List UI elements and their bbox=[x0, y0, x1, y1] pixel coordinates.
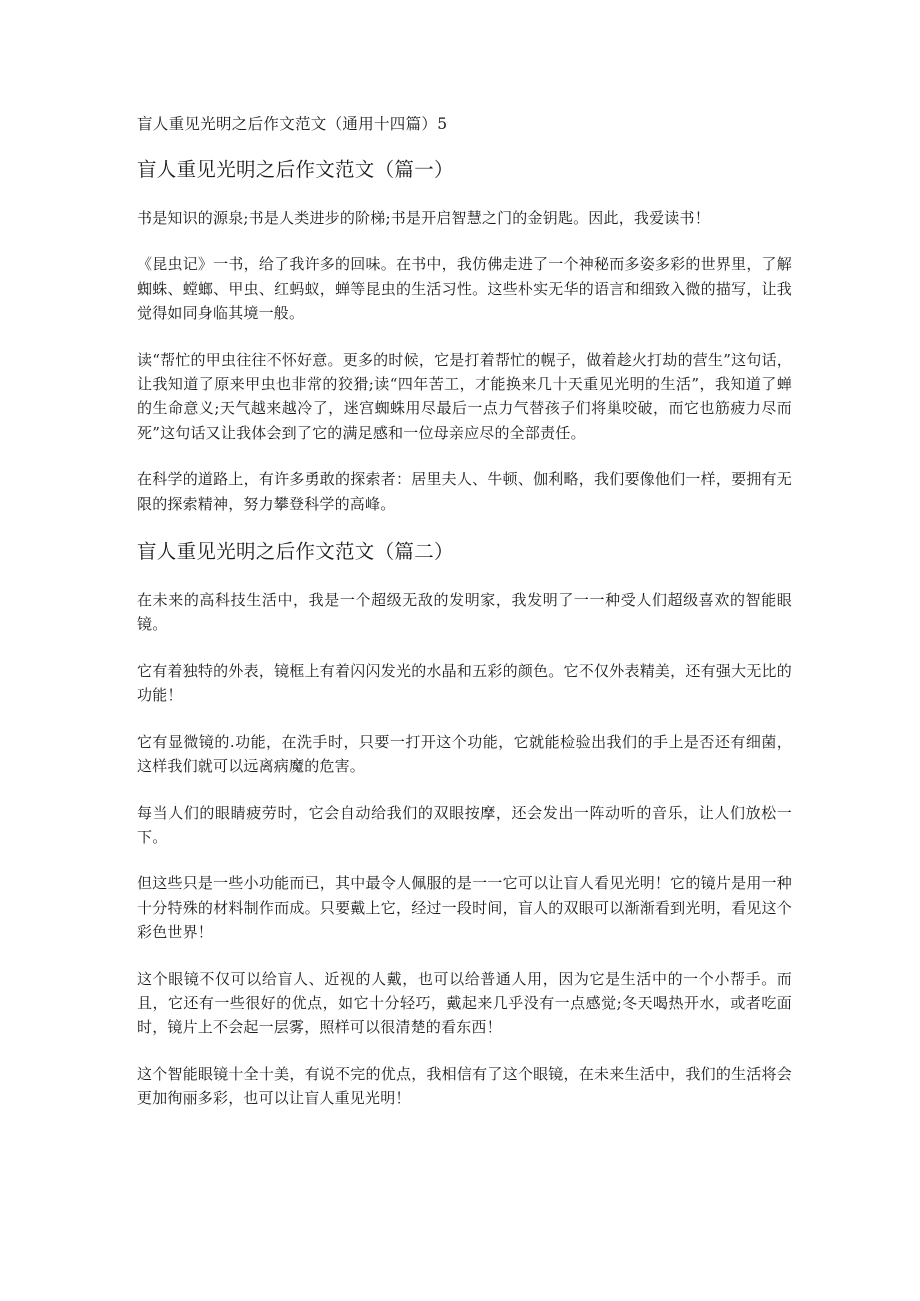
document-content bbox=[137, 112, 792, 1133]
paragraph: 书是知识的源泉;书是人类进步的阶梯;书是开启智慧之门的金钥匙。因此，我爱读书！ bbox=[137, 209, 710, 227]
paragraph: 但这些只是一些小功能而已，其中最令人佩服的是一一它可以让盲人看见光明！它的镜片是用一种十分特殊的材料制作而成。只要戴上它，经过一段时间，盲人的双眼可以渐渐看到光明，看见这个彩色世界！ bbox=[137, 874, 792, 942]
paragraph: 这个眼镜不仅可以给盲人、近视的人戴，也可以给普通人用，因为它是生活中的一个小帮手。而且，它还有一些很好的优点，如它十分轻巧，戴起来几乎没有一点感觉;冬天喝热开水，或者吃面时，镜片上不会起一层雾，照样可以很清楚的看东西！ bbox=[137, 969, 792, 1037]
paragraph: 读“帮忙的甲虫往往不怀好意。更多的时候，它是打着帮忙的幌子，做着趁火打劫的营生”这句话，让我知道了原来甲虫也非常的狡猾;读“四年苦工，才能换来几十天重见光明的生活”，我知道了蝉的生命意义;天气越来越冷了，迷宫蜘蛛用尽最后一点力气替孩子们将巢咬破，而它也筋疲力尽而死”这句话又让我体会到了它的满足感和一位母亲应尽的全部责任。 bbox=[137, 350, 792, 442]
paragraph: 这个智能眼镜十全十美，有说不完的优点，我相信有了这个眼镜，在未来生活中，我们的生活将会更加徇丽多彩，也可以让盲人重见光明！ bbox=[137, 1064, 792, 1108]
paragraph: 它有显微镜的.功能，在洗手时，只要一打开这个功能，它就能检验出我们的手上是否还有细菌，这样我们就可以远离病魔的危害。 bbox=[137, 732, 792, 776]
paragraph: 在科学的道路上，有许多勇敢的探索者：居里夫人、牛顿、伽利略，我们要像他们一样，要拥有无限的探索精神，努力攀登科学的高峰。 bbox=[137, 470, 792, 513]
section-1 bbox=[137, 156, 792, 516]
section-2 bbox=[137, 538, 792, 1111]
paragraph: 每当人们的眼睛疲劳时，它会自动给我们的双眼按摩，还会发出一阵动听的音乐，让人们放松一下。 bbox=[137, 803, 792, 846]
document-title: 盲人重见光明之后作文范文（通用十四篇）5 bbox=[137, 115, 448, 133]
section-heading: 盲人重见光明之后作文范文（篇二） bbox=[137, 540, 454, 564]
section-heading: 盲人重见光明之后作文范文（篇一） bbox=[137, 158, 454, 181]
paragraph: 在未来的高科技生活中，我是一个超级无敌的发明家，我发明了一一种受人们超级喜欢的智能眼镜。 bbox=[137, 591, 792, 634]
paragraph: 它有着独特的外表，镜框上有着闪闪发光的水晶和五彩的颜色。它不仅外表精美，还有强大无比的功能！ bbox=[137, 661, 792, 705]
paragraph: 《昆虫记》一书，给了我许多的回味。在书中，我仿佛走进了一个神秘而多姿多彩的世界里，了解蜘蛛、螳螂、甲虫、红蚂蚁，蝉等昆虫的生活习性。这些朴实无华的语言和细致入微的描写，让我觉得如同身临其境一般。 bbox=[137, 255, 792, 323]
